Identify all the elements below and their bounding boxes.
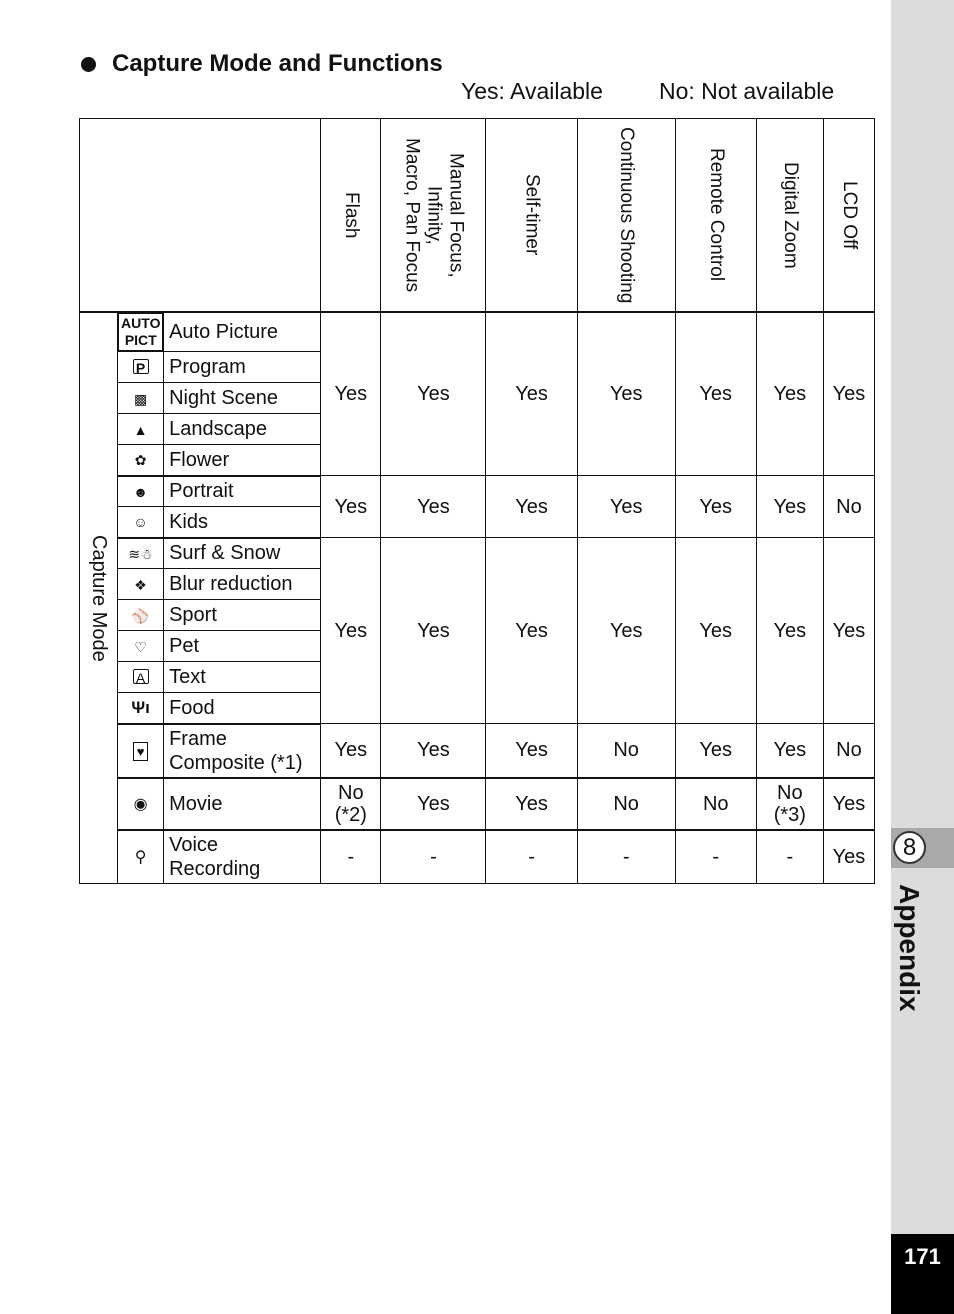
section-title-text: Capture Mode and Functions bbox=[112, 50, 443, 77]
column-header bbox=[381, 119, 486, 313]
table-corner bbox=[80, 119, 321, 313]
value-cell: - bbox=[321, 830, 381, 884]
column-header bbox=[321, 119, 381, 313]
value-cell: Yes bbox=[675, 538, 756, 724]
value-cell: No bbox=[577, 778, 675, 830]
value-cell: No bbox=[823, 476, 874, 538]
value-cell: Yes bbox=[381, 724, 486, 778]
frame-composite-icon: ♥ bbox=[118, 724, 164, 778]
portrait-icon: ☻ bbox=[118, 476, 164, 507]
night-scene-icon: ▩ bbox=[118, 383, 164, 414]
column-header-label: Remote Control bbox=[705, 148, 727, 282]
value-cell: Yes bbox=[756, 724, 823, 778]
mode-name: Program bbox=[164, 352, 321, 383]
value-cell: Yes bbox=[756, 476, 823, 538]
column-header bbox=[577, 119, 675, 313]
mode-name: Voice Recording bbox=[164, 830, 321, 884]
value-cell: Yes bbox=[321, 312, 381, 476]
value-cell: Yes bbox=[756, 538, 823, 724]
value-cell: Yes bbox=[486, 312, 577, 476]
value-cell: Yes bbox=[577, 476, 675, 538]
section-title bbox=[80, 50, 443, 78]
mode-name: Blur reduction bbox=[164, 569, 321, 600]
chapter-label: Appendix bbox=[894, 884, 925, 1012]
mode-name: Movie bbox=[164, 778, 321, 830]
movie-icon: ◉ bbox=[118, 778, 164, 830]
value-cell: Yes bbox=[823, 312, 874, 476]
chapter-number: 8 bbox=[893, 831, 926, 864]
legend-no: No: Not available bbox=[659, 78, 835, 104]
mode-name: Flower bbox=[164, 445, 321, 476]
column-header bbox=[486, 119, 577, 313]
landscape-icon: ▲ bbox=[118, 414, 164, 445]
value-cell: Yes bbox=[381, 476, 486, 538]
surf-snow-icon: ≋☃ bbox=[118, 538, 164, 569]
column-header-label: Manual Focus, Infinity, Macro, Pan Focus bbox=[401, 137, 467, 293]
value-cell: Yes bbox=[486, 538, 577, 724]
mode-name: Sport bbox=[164, 600, 321, 631]
value-cell: No (*3) bbox=[756, 778, 823, 830]
row-group-label bbox=[80, 312, 118, 884]
value-cell: Yes bbox=[675, 312, 756, 476]
value-cell: Yes bbox=[823, 778, 874, 830]
value-cell: Yes bbox=[486, 778, 577, 830]
food-icon: Ψı bbox=[118, 693, 164, 724]
value-cell: - bbox=[381, 830, 486, 884]
value-cell: Yes bbox=[381, 778, 486, 830]
value-cell: No bbox=[577, 724, 675, 778]
column-header-label: Continuous Shooting bbox=[616, 126, 638, 304]
column-header-label: Digital Zoom bbox=[779, 161, 801, 269]
value-cell: Yes bbox=[577, 538, 675, 724]
value-cell: No bbox=[823, 724, 874, 778]
column-header bbox=[756, 119, 823, 313]
column-header bbox=[675, 119, 756, 313]
mode-name: Auto Picture bbox=[164, 312, 321, 352]
column-header-label: Flash bbox=[340, 191, 362, 239]
mode-name: Pet bbox=[164, 631, 321, 662]
value-cell: Yes bbox=[381, 538, 486, 724]
value-cell: Yes bbox=[823, 830, 874, 884]
table-row bbox=[80, 830, 875, 884]
value-cell: - bbox=[756, 830, 823, 884]
page-number: 171 bbox=[891, 1234, 954, 1314]
value-cell: Yes bbox=[756, 312, 823, 476]
value-cell: Yes bbox=[321, 476, 381, 538]
value-cell: No (*2) bbox=[321, 778, 381, 830]
value-cell: Yes bbox=[675, 476, 756, 538]
flower-icon: ✿ bbox=[118, 445, 164, 476]
value-cell: Yes bbox=[321, 724, 381, 778]
bullet-icon bbox=[81, 57, 96, 72]
column-header-label: Self-timer bbox=[521, 174, 543, 256]
table-row bbox=[80, 778, 875, 830]
table-row bbox=[80, 312, 875, 352]
voice-recording-icon: ⚲ bbox=[118, 830, 164, 884]
value-cell: Yes bbox=[675, 724, 756, 778]
blur-reduction-icon: ❖ bbox=[118, 569, 164, 600]
auto-picture-icon: AUTO PICT bbox=[118, 312, 164, 352]
value-cell: Yes bbox=[381, 312, 486, 476]
mode-name: Kids bbox=[164, 507, 321, 538]
mode-name: Landscape bbox=[164, 414, 321, 445]
value-cell: Yes bbox=[321, 538, 381, 724]
value-cell: - bbox=[486, 830, 577, 884]
table-row bbox=[80, 476, 875, 507]
mode-name: Text bbox=[164, 662, 321, 693]
pet-icon: ♡ bbox=[118, 631, 164, 662]
chapter-sidebar bbox=[891, 0, 954, 1314]
value-cell: Yes bbox=[486, 476, 577, 538]
sport-icon: ⚾ bbox=[118, 600, 164, 631]
text-icon: A bbox=[118, 662, 164, 693]
mode-name: Night Scene bbox=[164, 383, 321, 414]
mode-name: Food bbox=[164, 693, 321, 724]
value-cell: Yes bbox=[486, 724, 577, 778]
mode-name: Surf & Snow bbox=[164, 538, 321, 569]
table-row bbox=[80, 724, 875, 778]
column-header-label: LCD Off bbox=[838, 180, 860, 250]
value-cell: - bbox=[577, 830, 675, 884]
value-cell: No bbox=[675, 778, 756, 830]
mode-name: Portrait bbox=[164, 476, 321, 507]
table-row bbox=[80, 538, 875, 569]
column-header bbox=[823, 119, 874, 313]
value-cell: - bbox=[675, 830, 756, 884]
legend-yes: Yes: Available bbox=[461, 78, 603, 104]
program-icon: P bbox=[118, 352, 164, 383]
value-cell: Yes bbox=[823, 538, 874, 724]
mode-name: Frame Composite (*1) bbox=[164, 724, 321, 778]
kids-icon: ☺ bbox=[118, 507, 164, 538]
row-group-label-text: Capture Mode bbox=[88, 534, 111, 662]
capture-mode-table bbox=[79, 118, 875, 884]
value-cell: Yes bbox=[577, 312, 675, 476]
